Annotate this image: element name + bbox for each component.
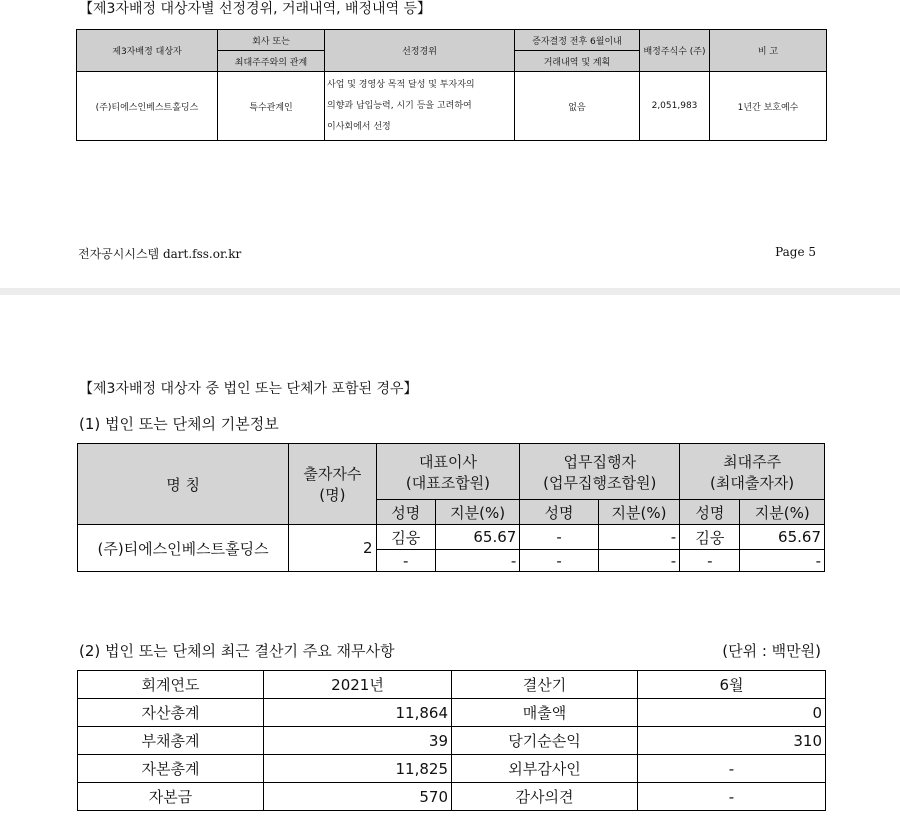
- subheader-share: 지분(%): [435, 500, 519, 525]
- fin-value: 11,864: [264, 699, 452, 727]
- subheader-name: 성명: [520, 500, 598, 525]
- fin-label: 자본금: [78, 783, 264, 811]
- fin-value: 2021년: [264, 671, 452, 699]
- fin-value: -: [638, 783, 826, 811]
- header-exec: [520, 444, 680, 500]
- header-corp-name: 명 칭: [78, 444, 289, 525]
- subheader-name: 성명: [376, 500, 435, 525]
- cell-corp-name: (주)티에스인베스트홀딩스: [78, 525, 289, 572]
- header-note: 비 고: [710, 30, 827, 72]
- header-ceo: [376, 444, 520, 500]
- cell-ceo-name: 김웅: [376, 525, 435, 550]
- fin-label: 회계연도: [78, 671, 264, 699]
- basic-info-title: (1) 법인 또는 단체의 기본정보: [79, 415, 279, 433]
- cell-shares: 2,051,983: [640, 72, 710, 141]
- cell-exec-share: -: [598, 550, 679, 572]
- header-exec-line2: (업무집행조합원): [543, 473, 657, 492]
- cell-ceo-share: 65.67: [435, 525, 519, 550]
- cell-major-name: 김웅: [680, 525, 740, 550]
- header-ceo-line1: 대표이사: [418, 452, 477, 471]
- cell-exec-name: -: [520, 525, 598, 550]
- fin-label: 감사의견: [452, 783, 638, 811]
- cell-relation: 특수관계인: [218, 72, 325, 141]
- section-title-selection: 【제3자배정 대상자별 선정경위, 거래내역, 배정내역 등】: [79, 1, 432, 17]
- header-major: [680, 444, 825, 500]
- section-title-corp: 【제3자배정 대상자 중 법인 또는 단체가 포함된 경우】: [79, 381, 418, 397]
- header-major-line1: 최대주주: [723, 452, 782, 471]
- reason-line: 사업 및 경영상 목적 달성 및 투자자의: [327, 79, 475, 90]
- header-exec-line1: 업무집행자: [563, 452, 636, 471]
- financial-title: (2) 법인 또는 단체의 최근 결산기 주요 재무사항: [79, 642, 395, 660]
- cell-major-name: -: [680, 550, 740, 572]
- header-transactions-1: 증자결정 전후 6월이내: [515, 30, 640, 51]
- fin-value: 11,825: [264, 755, 452, 783]
- fin-label: 자본총계: [78, 755, 264, 783]
- financial-table: [77, 670, 826, 811]
- cell-major-share: 65.67: [740, 525, 825, 550]
- header-relation-1: 회사 또는: [218, 30, 325, 51]
- page-separator: [0, 288, 900, 295]
- fin-value: 0: [638, 699, 826, 727]
- header-reason: 선정경위: [325, 30, 515, 72]
- header-major-line2: (최대출자자): [710, 473, 795, 492]
- cell-ceo-share: -: [435, 550, 519, 572]
- cell-ceo-name: -: [376, 550, 435, 572]
- header-relation-2: 최대주주와의 관계: [218, 51, 325, 72]
- financial-unit: (단위 : 백만원): [722, 642, 821, 660]
- fin-value: 6월: [638, 671, 826, 699]
- cell-transactions: 없음: [515, 72, 640, 141]
- cell-investors: 2: [289, 525, 376, 572]
- reason-line: 이사회에서 선정: [327, 121, 391, 132]
- subheader-share: 지분(%): [740, 500, 825, 525]
- cell-exec-share: -: [598, 525, 679, 550]
- header-transactions-2: 거래내역 및 계획: [515, 51, 640, 72]
- cell-target: (주)티에스인베스트홀딩스: [77, 72, 218, 141]
- fin-value: 39: [264, 727, 452, 755]
- footer-source: 전자공시시스템 dart.fss.or.kr: [78, 247, 242, 261]
- header-investors-line2: (명): [319, 486, 346, 504]
- fin-label: 자산총계: [78, 699, 264, 727]
- fin-label: 외부감사인: [452, 755, 638, 783]
- cell-major-share: -: [740, 550, 825, 572]
- header-investors: [289, 444, 376, 525]
- fin-label: 부채총계: [78, 727, 264, 755]
- fin-label: 매출액: [452, 699, 638, 727]
- subheader-name: 성명: [680, 500, 740, 525]
- cell-note: 1년간 보호예수: [710, 72, 827, 141]
- header-investors-line1: 출자자수: [303, 465, 362, 483]
- fin-value: 310: [638, 727, 826, 755]
- footer-page-number: Page 5: [775, 245, 816, 259]
- cell-exec-name: -: [520, 550, 598, 572]
- fin-value: -: [638, 755, 826, 783]
- fin-value: 570: [264, 783, 452, 811]
- header-target: 제3자배정 대상자: [77, 30, 218, 72]
- cell-reason: [325, 72, 515, 141]
- reason-line: 의향과 납입능력, 시기 등을 고려하여: [327, 100, 472, 111]
- header-ceo-line2: (대표조합원): [405, 473, 491, 492]
- fin-label: 당기순손익: [452, 727, 638, 755]
- selection-table: [76, 29, 827, 141]
- header-shares: 배정주식수 (주): [640, 30, 710, 72]
- fin-label: 결산기: [452, 671, 638, 699]
- subheader-share: 지분(%): [598, 500, 679, 525]
- corp-basic-table: [77, 443, 825, 572]
